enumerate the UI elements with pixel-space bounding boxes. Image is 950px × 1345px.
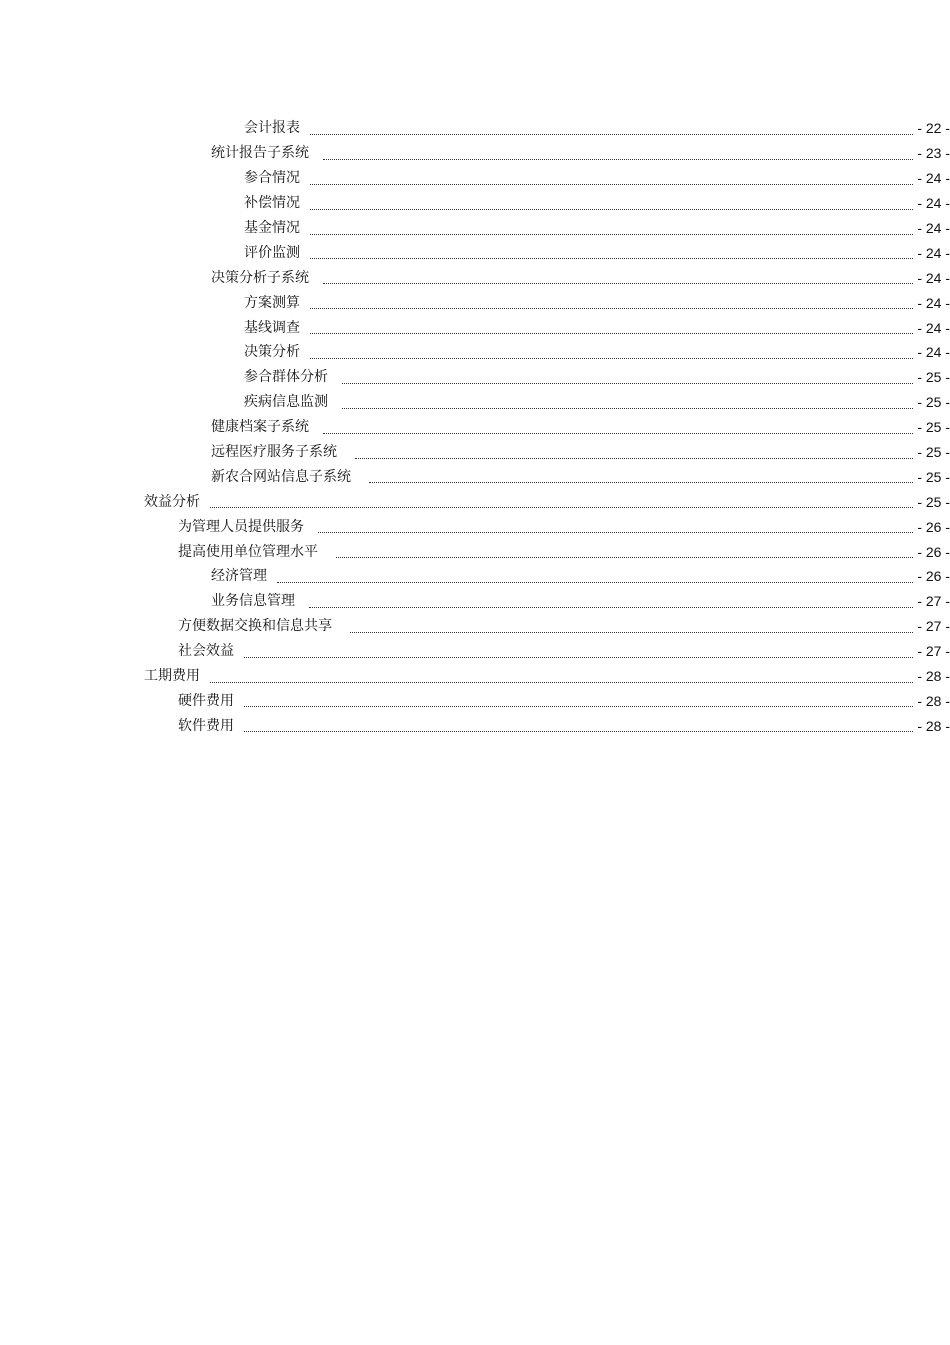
toc-entry-page: - 25 - <box>917 444 950 461</box>
toc-entry-page: - 27 - <box>917 618 950 635</box>
toc-entry[interactable] <box>0 116 950 141</box>
toc-entry-label: 经济管理 <box>211 568 267 585</box>
toc-entry-label: 方便数据交换和信息共享 <box>178 618 332 635</box>
toc-entry[interactable] <box>0 340 950 365</box>
toc-entry-page: - 22 - <box>917 120 950 137</box>
toc-leader-dots <box>355 457 913 459</box>
toc-entry[interactable] <box>0 589 950 614</box>
toc-entry-page: - 28 - <box>917 717 950 734</box>
toc-leader-dots <box>210 506 913 508</box>
toc-entry-page: - 25 - <box>917 493 950 510</box>
toc-entry[interactable] <box>0 290 950 315</box>
toc-entry[interactable] <box>0 390 950 415</box>
toc-entry-label: 社会效益 <box>178 643 234 660</box>
toc-leader-dots <box>342 382 913 384</box>
toc-leader-dots <box>277 581 913 583</box>
toc-entry-label: 参合情况 <box>244 170 300 187</box>
toc-entry-page: - 24 - <box>917 195 950 212</box>
toc-entry[interactable] <box>0 713 950 738</box>
toc-leader-dots <box>323 282 913 284</box>
toc-leader-dots <box>342 407 913 409</box>
toc-leader-dots <box>244 730 913 732</box>
toc-entry[interactable] <box>0 614 950 639</box>
toc-leader-dots <box>323 432 913 434</box>
toc-leader-dots <box>310 133 913 135</box>
toc-entry-page: - 25 - <box>917 369 950 386</box>
toc-leader-dots <box>244 656 913 658</box>
toc-entry-page: - 25 - <box>917 419 950 436</box>
toc-entry[interactable] <box>0 514 950 539</box>
toc-entry-page: - 24 - <box>917 344 950 361</box>
toc-entry-label: 效益分析 <box>144 493 200 510</box>
toc-entry-page: - 26 - <box>917 518 950 535</box>
toc-entry-page: - 25 - <box>917 468 950 485</box>
toc-entry-label: 补偿情况 <box>244 195 300 212</box>
toc-entry-label: 新农合网站信息子系统 <box>211 468 351 485</box>
toc-entry-label: 决策分析 <box>244 344 300 361</box>
toc-entry-page: - 26 - <box>917 568 950 585</box>
toc-entry-label: 基线调查 <box>244 319 300 336</box>
toc-leader-dots <box>369 481 913 483</box>
toc-entry-page: - 24 - <box>917 269 950 286</box>
toc-leader-dots <box>310 307 913 309</box>
toc-entry-label: 决策分析子系统 <box>211 269 309 286</box>
toc-entry-label: 软件费用 <box>178 717 234 734</box>
toc-leader-dots <box>310 183 913 185</box>
toc-entry-page: - 27 - <box>917 643 950 660</box>
toc-entry-label: 参合群体分析 <box>244 369 328 386</box>
toc-entry-page: - 27 - <box>917 593 950 610</box>
toc-entry[interactable] <box>0 166 950 191</box>
toc-leader-dots <box>210 681 913 683</box>
table-of-contents <box>0 116 950 738</box>
toc-entry-page: - 23 - <box>917 145 950 162</box>
toc-leader-dots <box>323 158 913 160</box>
toc-entry-page: - 25 - <box>917 394 950 411</box>
toc-entry-page: - 28 - <box>917 692 950 709</box>
toc-entry-label: 基金情况 <box>244 220 300 236</box>
toc-entry[interactable] <box>0 365 950 390</box>
toc-entry-page: - 28 - <box>917 668 950 685</box>
toc-entry[interactable] <box>0 464 950 489</box>
toc-leader-dots <box>310 257 913 259</box>
toc-entry[interactable] <box>0 240 950 265</box>
toc-entry[interactable] <box>0 265 950 290</box>
toc-leader-dots <box>318 531 913 533</box>
toc-entry[interactable] <box>0 216 950 241</box>
toc-leader-dots <box>244 705 913 707</box>
toc-entry-label: 统计报告子系统 <box>211 145 309 162</box>
toc-entry-label: 提高使用单位管理水平 <box>178 543 318 560</box>
toc-entry-page: - 24 - <box>917 319 950 336</box>
toc-entry-page: - 24 - <box>917 244 950 261</box>
toc-entry[interactable] <box>0 539 950 564</box>
toc-entry-label: 方案测算 <box>244 294 300 311</box>
toc-entry-label: 硬件费用 <box>178 692 234 709</box>
toc-entry[interactable] <box>0 315 950 340</box>
toc-entry[interactable] <box>0 141 950 166</box>
toc-entry[interactable] <box>0 489 950 514</box>
toc-entry[interactable] <box>0 639 950 664</box>
toc-entry-label: 健康档案子系统 <box>211 419 309 436</box>
toc-entry-page: - 26 - <box>917 543 950 560</box>
toc-entry-label: 会计报表 <box>244 120 300 137</box>
toc-leader-dots <box>310 357 913 359</box>
toc-entry-label: 工期费用 <box>144 668 200 685</box>
toc-entry-label: 为管理人员提供服务 <box>178 518 304 535</box>
toc-leader-dots <box>310 332 913 334</box>
toc-leader-dots <box>310 208 913 210</box>
toc-entry-page: - 24 - <box>917 170 950 187</box>
toc-entry[interactable] <box>0 440 950 465</box>
toc-entry-page: - 24 - <box>917 220 950 236</box>
toc-leader-dots <box>336 556 913 558</box>
toc-entry-page: - 24 - <box>917 294 950 311</box>
toc-entry[interactable] <box>0 664 950 689</box>
toc-entry[interactable] <box>0 191 950 216</box>
toc-entry-label: 远程医疗服务子系统 <box>211 444 337 461</box>
toc-entry-label: 业务信息管理 <box>211 593 295 610</box>
toc-entry-label: 评价监测 <box>244 244 300 261</box>
toc-leader-dots <box>309 606 913 608</box>
toc-entry[interactable] <box>0 415 950 440</box>
toc-entry[interactable] <box>0 564 950 589</box>
toc-leader-dots <box>310 233 913 235</box>
toc-entry[interactable] <box>0 688 950 713</box>
toc-leader-dots <box>350 631 913 633</box>
toc-entry-label: 疾病信息监测 <box>244 394 328 411</box>
